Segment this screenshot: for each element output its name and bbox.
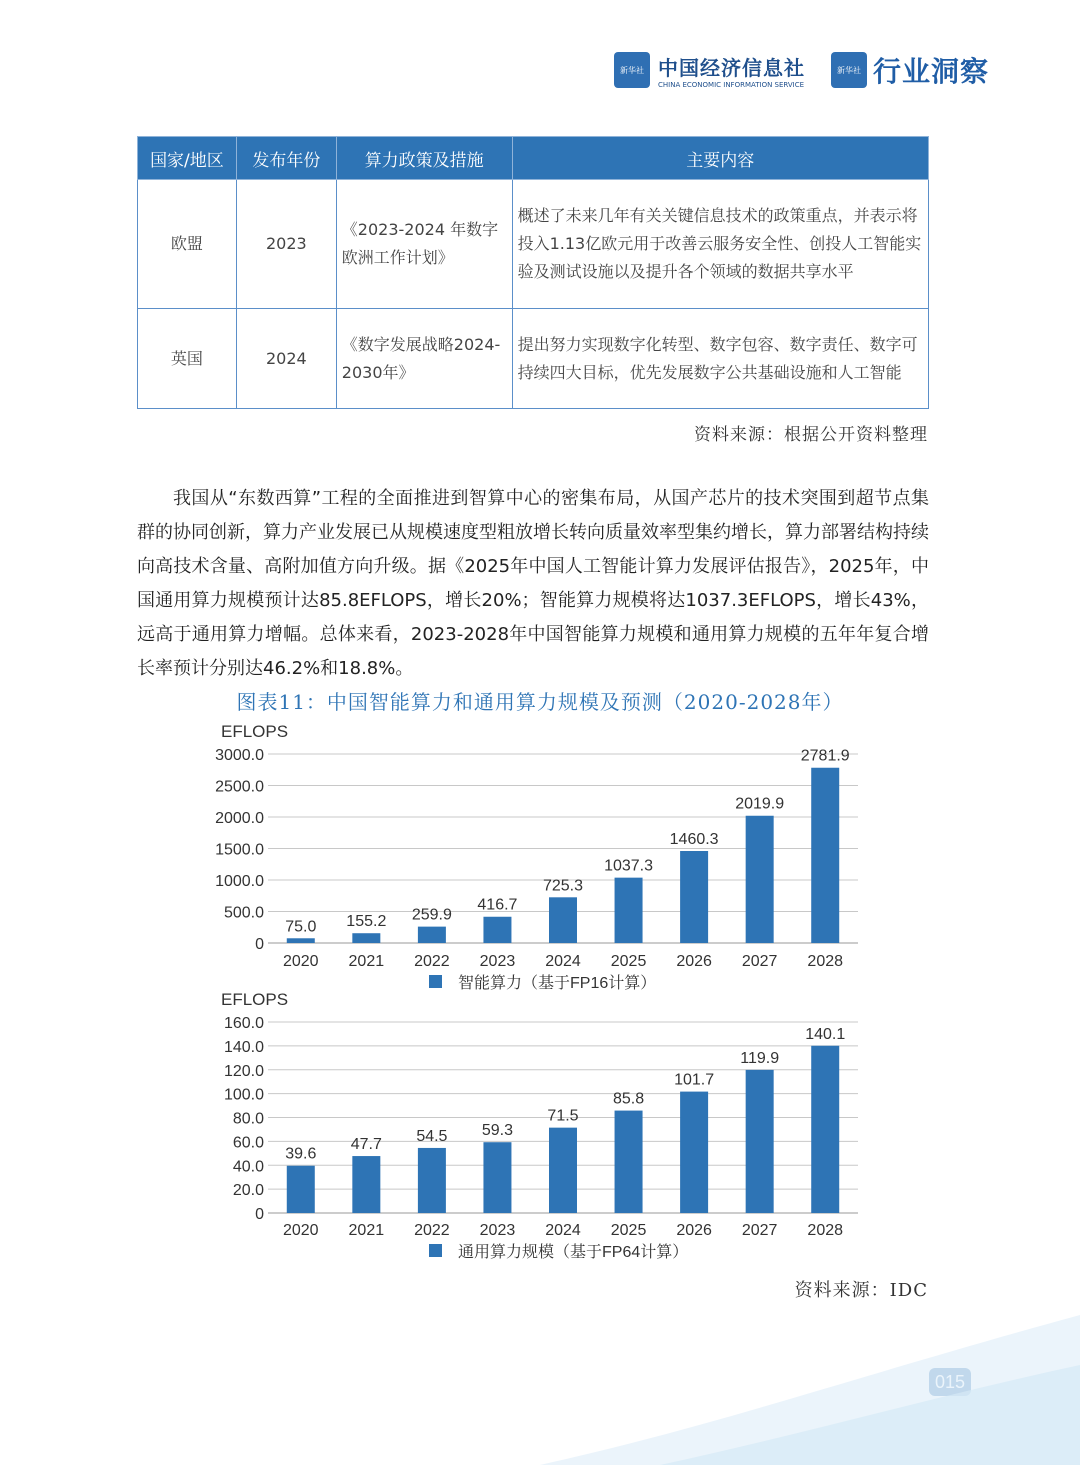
x-tick-label: 2028: [807, 1222, 844, 1239]
data-label: 47.7: [350, 1136, 382, 1154]
logo-text-2: 新华社: [837, 65, 861, 75]
x-tick-label: 2020: [282, 1222, 319, 1239]
data-label: 119.9: [740, 1049, 780, 1067]
data-label: 59.3: [481, 1122, 514, 1140]
bar: [549, 897, 577, 943]
x-tick-label: 2027: [741, 1222, 778, 1239]
x-tick-label: 2024: [545, 1222, 581, 1239]
x-tick-label: 2028: [807, 953, 844, 970]
y-tick-label: 2500.0: [215, 778, 264, 796]
x-tick-label: 2021: [348, 953, 385, 970]
body-paragraph: 我国从“东数西算”工程的全面推进到智算中心的密集布局，从国产芯片的技术突围到超节点集群的协同创新，算力产业发展已从规模速度型粗放增长转向质量效率型集约增长，算力部署结构持续向高技术含量、高附加值方向升级。据《2025年中国人工智能计算力发展评估报告》，2025年，中国通用算力规模预计达85.8EFLOPS，增长20%；智能算力规模将达1037.3EFLOPS，增长43%，远高于通用算力增幅。总体来看，2023-2028年中国智能算力规模和通用算力规模的五年年复合增长率预计分别达46.2%和18.8%。: [137, 488, 929, 679]
x-tick-label: 2023: [479, 1222, 516, 1239]
x-tick-label: 2025: [610, 953, 647, 970]
data-label: 85.8: [612, 1090, 645, 1108]
legend-label: 通用算力规模（基于FP64计算）: [458, 1244, 689, 1261]
legend-swatch: [429, 975, 442, 988]
y-tick-label: 140.0: [223, 1038, 264, 1056]
bar: [615, 1111, 643, 1213]
chart-source: 资料来源：IDC: [794, 1280, 928, 1301]
bar: [352, 1156, 380, 1213]
section-name: 行业洞察: [873, 55, 990, 88]
bar: [680, 1092, 708, 1213]
decorative-wave: [540, 1305, 1080, 1465]
data-label: 725.3: [542, 877, 584, 895]
cell-content: 概述了未来几年有关关键信息技术的政策重点，并表示将投入1.13亿欧元用于改善云服务安全性、创投人工智能实验及测试设施以及提升各个领域的数据共享水平: [512, 180, 928, 309]
y-tick-label: 20.0: [232, 1182, 264, 1200]
y-tick-label: 1000.0: [215, 873, 264, 890]
x-tick-label: 2027: [741, 953, 778, 970]
bar: [483, 1142, 511, 1213]
x-tick-label: 2026: [676, 953, 712, 970]
bar: [418, 927, 446, 943]
bar: [811, 1046, 839, 1213]
y-tick-label: 160.0: [223, 1015, 264, 1032]
y-tick-label: 120.0: [223, 1062, 264, 1080]
bar: [287, 938, 315, 943]
y-tick-label: 60.0: [232, 1134, 264, 1152]
x-tick-label: 2022: [414, 953, 450, 970]
cell-policy: 《数字发展战略2024-2030年》: [336, 309, 512, 409]
bar: [287, 1166, 315, 1213]
y-tick-label: 3000.0: [215, 747, 264, 764]
logo-text: 新华社: [620, 65, 644, 75]
bar: [352, 933, 380, 943]
x-tick-label: 2020: [282, 953, 319, 970]
x-tick-label: 2023: [479, 953, 516, 970]
legend-swatch: [429, 1244, 442, 1257]
data-label: 39.6: [285, 1145, 317, 1163]
bar: [549, 1128, 577, 1213]
cell-policy: 《2023-2024 年数字欧洲工作计划》: [336, 180, 512, 309]
data-label: 1037.3: [604, 857, 654, 875]
y-tick-label: 2000.0: [215, 810, 264, 827]
header-policy: 算力政策及措施: [336, 137, 512, 180]
cell-region: 欧盟: [138, 180, 237, 309]
data-label: 2781.9: [800, 747, 850, 765]
brand-name-cn: 中国经济信息社: [658, 55, 805, 80]
cell-region: 英国: [138, 309, 237, 409]
y-tick-label: 80.0: [232, 1110, 264, 1128]
data-label: 75.0: [285, 918, 317, 936]
chart-unit-label: EFLOPS: [221, 990, 289, 1009]
cell-year: 2023: [236, 180, 336, 309]
y-tick-label: 0: [255, 936, 264, 953]
bar: [811, 768, 839, 943]
y-tick-label: 0: [255, 1206, 264, 1223]
header-year: 发布年份: [236, 137, 336, 180]
data-label: 416.7: [477, 896, 518, 914]
x-tick-label: 2025: [610, 1222, 647, 1239]
x-tick-label: 2024: [545, 953, 581, 970]
data-label: 155.2: [346, 913, 387, 931]
y-tick-label: 40.0: [232, 1158, 264, 1176]
x-tick-label: 2022: [414, 1222, 450, 1239]
bar: [746, 1070, 774, 1213]
bar: [615, 878, 643, 943]
cell-year: 2024: [236, 309, 336, 409]
bar: [680, 851, 708, 943]
y-tick-label: 100.0: [223, 1086, 264, 1104]
header-region: 国家/地区: [138, 137, 237, 180]
data-label: 71.5: [547, 1107, 579, 1125]
bar: [418, 1148, 446, 1213]
y-tick-label: 1500.0: [215, 841, 264, 859]
x-tick-label: 2021: [348, 1222, 385, 1239]
table-source: 资料来源：根据公开资料整理: [694, 425, 928, 445]
y-tick-label: 500.0: [223, 904, 264, 922]
chart-unit-label: EFLOPS: [221, 722, 289, 741]
header-content: 主要内容: [512, 137, 928, 180]
data-label: 2019.9: [735, 795, 785, 813]
bar: [483, 917, 511, 943]
bar: [746, 816, 774, 943]
data-label: 101.7: [674, 1071, 715, 1089]
legend-label: 智能算力（基于FP16计算）: [458, 975, 657, 992]
data-label: 1460.3: [669, 831, 719, 849]
figure-title: 图表11：中国智能算力和通用算力规模及预测（2020-2028年）: [236, 690, 844, 714]
brand-name-en: CHINA ECONOMIC INFORMATION SERVICE: [658, 80, 805, 89]
data-label: 54.5: [416, 1127, 448, 1145]
cell-content: 提出努力实现数字化转型、数字包容、数字责任、数字可持续四大目标，优先发展数字公共基础设施和人工智能: [512, 309, 928, 409]
x-tick-label: 2026: [676, 1222, 712, 1239]
data-label: 140.1: [805, 1025, 846, 1043]
data-label: 259.9: [411, 906, 452, 924]
